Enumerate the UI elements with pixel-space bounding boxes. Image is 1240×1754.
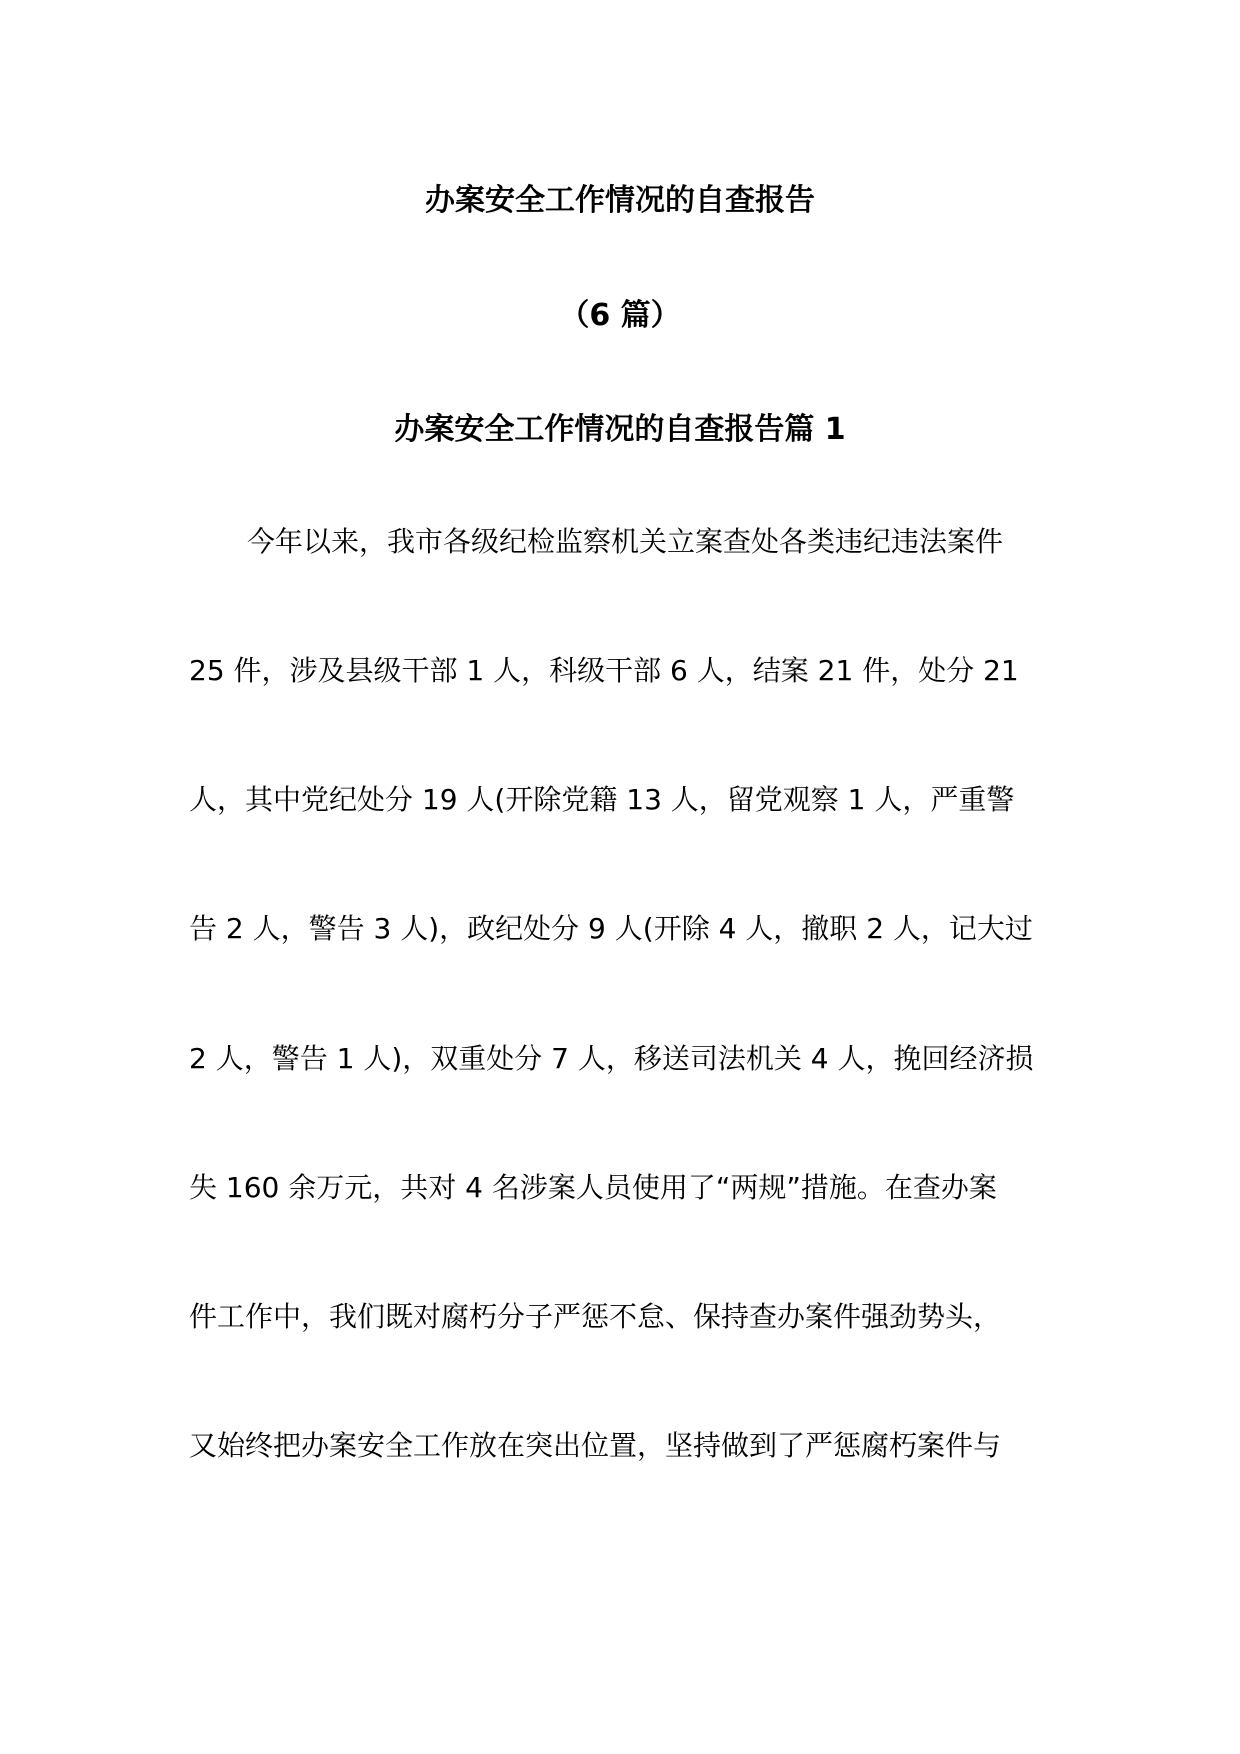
document-title: 办案安全工作情况的自查报告 xyxy=(425,183,815,218)
body-line: 人，其中党纪处分 19 人(开除党籍 13 人，留党观察 1 人，严重警 xyxy=(189,783,1015,816)
body-line: 又始终把办案安全工作放在突出位置，坚持做到了严惩腐朽案件与 xyxy=(189,1429,1002,1462)
document-subtitle: （6 篇） xyxy=(559,298,681,333)
body-line: 件工作中，我们既对腐朽分子严惩不怠、保持查办案件强劲势头， xyxy=(189,1300,1002,1333)
body-line: 今年以来，我市各级纪检监察机关立案查处各类违纪违法案件 xyxy=(247,525,1004,558)
body-line: 告 2 人，警告 3 人)，政纪处分 9 人(开除 4 人，撤职 2 人，记大过 xyxy=(189,912,1033,945)
section-title: 办案安全工作情况的自查报告篇 1 xyxy=(394,412,846,447)
body-line: 25 件，涉及县级干部 1 人，科级干部 6 人，结案 21 件，处分 21 xyxy=(189,654,1019,687)
body-line: 失 160 余万元，共对 4 名涉案人员使用了“两规”措施。在查办案 xyxy=(189,1171,997,1204)
body-line: 2 人，警告 1 人)，双重处分 7 人，移送司法机关 4 人，挽回经济损 xyxy=(189,1042,1034,1075)
